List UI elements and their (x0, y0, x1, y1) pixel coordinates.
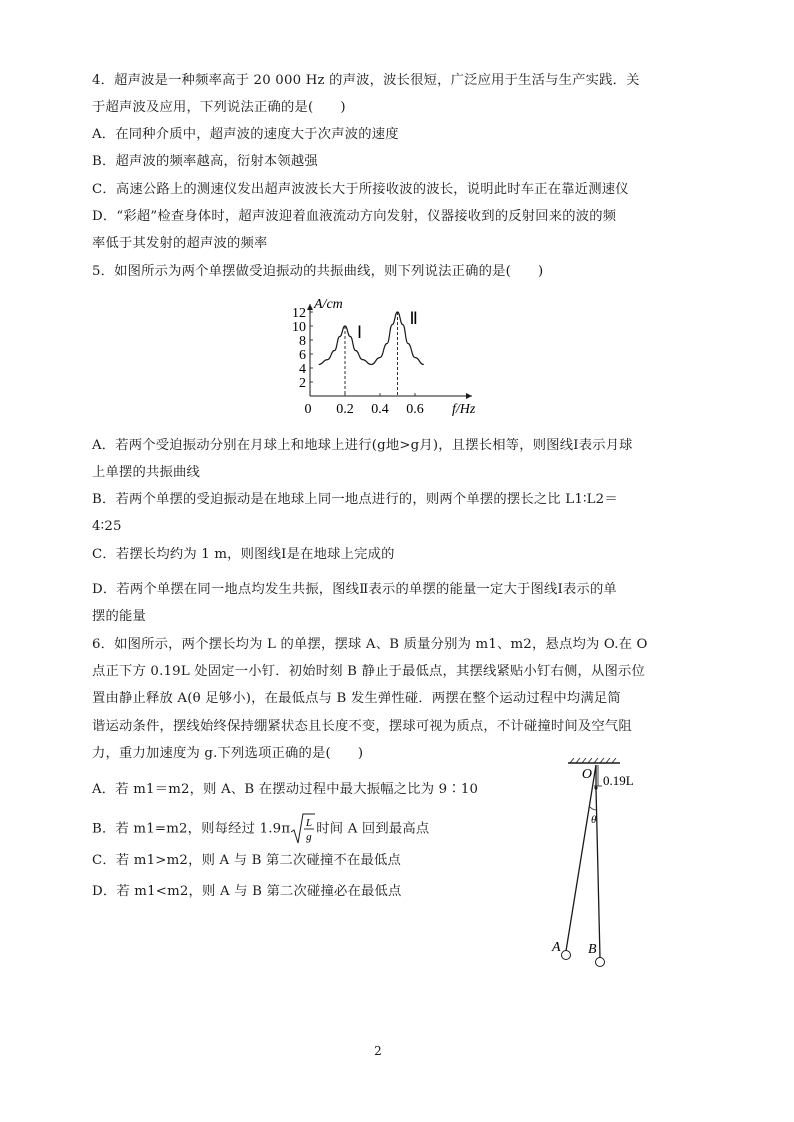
q5-option-b-line-1: B．若两个单摆的受迫振动是在地球上同一地点进行的，则两个单摆的摆长之比 L1∶L2＝ (92, 492, 618, 507)
q6-option-b (92, 812, 522, 846)
x-axis-label: f/Hz (452, 402, 476, 417)
y-tick-label-8: 8 (299, 334, 306, 349)
x-axis-arrow (466, 393, 472, 399)
ball-a (562, 951, 571, 960)
y-axis-label: A/cm (314, 297, 343, 312)
q5-option-d-line-1: D．若两个单摆在同一地点均发生共振，图线Ⅱ表示的单摆的能量一定大于图线Ⅰ表示的单 (92, 582, 617, 597)
resonance-curve-chart (280, 296, 490, 421)
curve-label-1: Ⅰ (357, 323, 363, 342)
nail-distance-label: 0.19L (603, 773, 634, 788)
y-tick-label-12: 12 (292, 306, 306, 321)
page-number: 2 (374, 1044, 382, 1058)
y-axis-arrow (307, 304, 313, 310)
angle-label: θ (591, 814, 597, 826)
chart-series (319, 312, 424, 396)
y-tick-label-4: 4 (299, 362, 306, 377)
sqrt-l-over-g-formula (290, 812, 316, 846)
q6-option-b-prefix: B．若 m1=m2，则每经过 1.9π (92, 821, 291, 837)
q5-option-d-line-2: 摆的能量 (92, 609, 146, 624)
q5-option-a-line-2: 上单摆的共振曲线 (92, 465, 200, 480)
q4-option-b: B．超声波的频率越高，衍射本领越强 (92, 154, 318, 169)
q4-stem-line-1: 4．超声波是一种频率高于 20 000 Hz 的声波，波长很短，广泛应用于生活与生产实践．关 (92, 73, 640, 88)
curve-label-2: Ⅱ (409, 309, 418, 328)
x-tick-label-0.2: 0.2 (336, 402, 354, 417)
q4-option-a: A．在同种介质中，超声波的速度大于次声波的速度 (92, 127, 399, 142)
chart-axes (307, 304, 472, 399)
chart-labels (292, 297, 476, 417)
fraction-denominator: g (306, 831, 313, 843)
q6-stem-line-5: 力，重力加速度为 g.下列选项正确的是( ) (92, 746, 364, 761)
ball-b-label: B (588, 942, 597, 957)
q6-stem-line-3: 置由静止释放 A(θ 足够小)，在最低点与 B 发生弹性碰．两摆在整个运动过程中均满足简 (92, 691, 621, 706)
ball-a-label: A (552, 940, 561, 955)
pivot-label: O (581, 767, 592, 782)
q6-option-a: A．若 m1＝m2，则 A、B 在摆动过程中最大振幅之比为 9∶10 (92, 782, 479, 797)
q6-option-d: D．若 m1<m2，则 A 与 B 第二次碰撞必在最低点 (92, 884, 402, 899)
fraction-numerator: L (306, 817, 313, 829)
angle-arc (590, 807, 596, 810)
q6-option-c: C．若 m1>m2，则 A 与 B 第二次碰撞不在最低点 (92, 853, 402, 868)
string-a (566, 765, 596, 951)
ball-b (596, 958, 605, 967)
q5-option-c: C．若摆长均约为 1 m，则图线Ⅰ是在地球上完成的 (92, 547, 395, 562)
q6-stem-line-4: 谐运动条件，摆线始终保持绷紧状态且长度不变，摆球可视为质点，不计碰撞时间及空气阻 (92, 719, 632, 734)
q6-stem-line-2: 点正下方 0.19L 处固定一小钉．初始时刻 B 静止于最低点，其摆线紧贴小钉右侧，从图示位 (92, 664, 646, 679)
q4-stem-line-2: 于超声波及应用，下列说法正确的是( ) (92, 100, 346, 115)
x-tick-label-0.6: 0.6 (406, 402, 424, 417)
q6-option-b-suffix: 时间 A 回到最高点 (316, 821, 430, 837)
q4-option-c: C．高速公路上的测速仪发出超声波波长大于所接收波的波长，说明此时车正在靠近测速仪 (92, 182, 629, 197)
q4-option-d-line-2: 率低于其发射的超声波的频率 (92, 236, 268, 251)
x-tick-label-0.4: 0.4 (371, 402, 389, 417)
y-tick-label-2: 2 (299, 376, 306, 391)
y-tick-label-10: 10 (292, 320, 306, 335)
x-tick-label-0: 0 (304, 402, 312, 417)
q5-option-a-line-1: A．若两个受迫振动分别在月球上和地球上进行(g地>g月)，且摆长相等，则图线Ⅰ表示月球 (92, 438, 633, 453)
string-b-lower (596, 788, 600, 958)
y-tick-label-6: 6 (299, 348, 306, 363)
q5-stem: 5．如图所示为两个单摆做受迫振动的共振曲线，则下列说法正确的是( ) (92, 264, 544, 279)
pendulum-diagram (530, 755, 670, 970)
q4-option-d-line-1: D．“彩超”检查身体时，超声波迎着血液流动方向发射，仪器接收到的反射回来的波的频 (92, 209, 617, 224)
q5-option-b-line-2: 4∶25 (92, 519, 122, 534)
q6-stem-line-1: 6．如图所示，两个摆长均为 L 的单摆，摆球 A、B 质量分别为 m1、m2，悬点均为 O.在 O (92, 637, 648, 652)
